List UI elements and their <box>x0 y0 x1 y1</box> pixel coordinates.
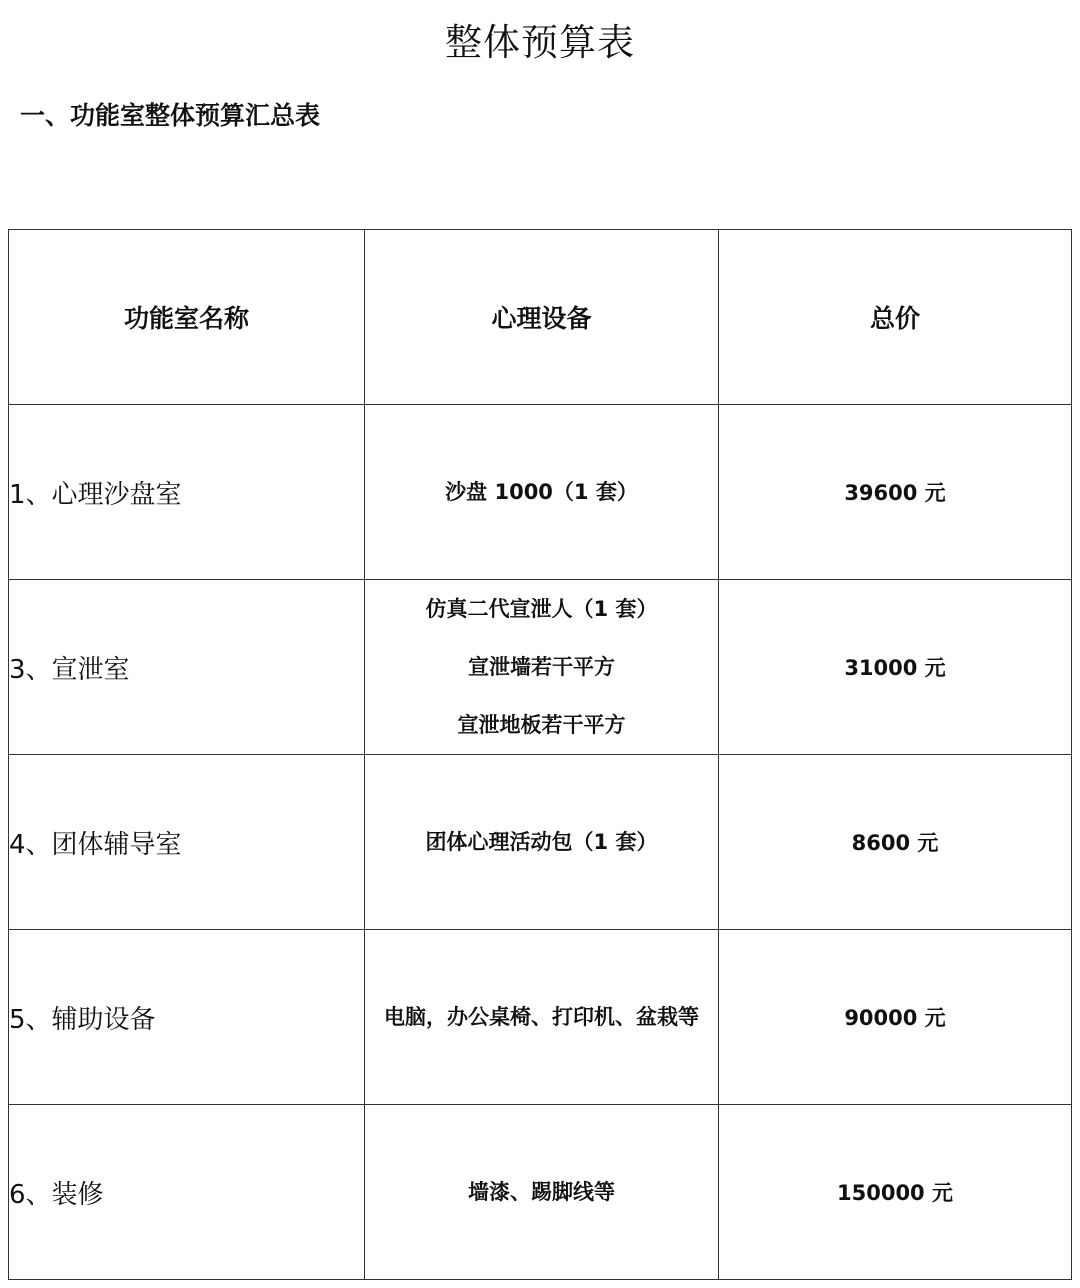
header-total-price: 总价 <box>719 230 1072 405</box>
equipment-cell <box>365 405 719 580</box>
total-price: 39600 元 <box>719 405 1072 580</box>
room-name: 1、心理沙盘室 <box>9 405 365 580</box>
table-header-row <box>9 230 1072 405</box>
equipment-item: 沙盘 1000（1 套） <box>445 480 638 504</box>
equipment-item: 宣泄地板若干平方 <box>457 713 626 737</box>
equipment-cell <box>365 580 719 755</box>
table-row <box>9 930 1072 1105</box>
total-price: 8600 元 <box>719 755 1072 930</box>
room-name: 3、宣泄室 <box>9 580 365 755</box>
document-title: 整体预算表 <box>445 21 635 64</box>
table-row <box>9 1105 1072 1280</box>
equipment-cell <box>365 930 719 1105</box>
equipment-item: 宣泄墙若干平方 <box>468 655 615 679</box>
equipment-item: 团体心理活动包（1 套） <box>425 830 658 854</box>
table-row <box>9 755 1072 930</box>
total-price: 31000 元 <box>719 580 1072 755</box>
room-name: 6、装修 <box>9 1105 365 1280</box>
budget-summary-table <box>8 229 1072 1280</box>
header-room-name: 功能室名称 <box>9 230 365 405</box>
room-name: 4、团体辅导室 <box>9 755 365 930</box>
total-price: 90000 元 <box>719 930 1072 1105</box>
equipment-item: 电脑，办公桌椅、打印机、盆栽等 <box>384 1005 699 1029</box>
section-heading: 一、功能室整体预算汇总表 <box>20 101 321 130</box>
header-equipment: 心理设备 <box>365 230 719 405</box>
equipment-cell <box>365 755 719 930</box>
table-row <box>9 580 1072 755</box>
equipment-item: 墙漆、踢脚线等 <box>468 1180 615 1204</box>
equipment-cell <box>365 1105 719 1280</box>
equipment-item: 仿真二代宣泄人（1 套） <box>425 597 658 621</box>
room-name: 5、辅助设备 <box>9 930 365 1105</box>
table-row <box>9 405 1072 580</box>
total-price: 150000 元 <box>719 1105 1072 1280</box>
